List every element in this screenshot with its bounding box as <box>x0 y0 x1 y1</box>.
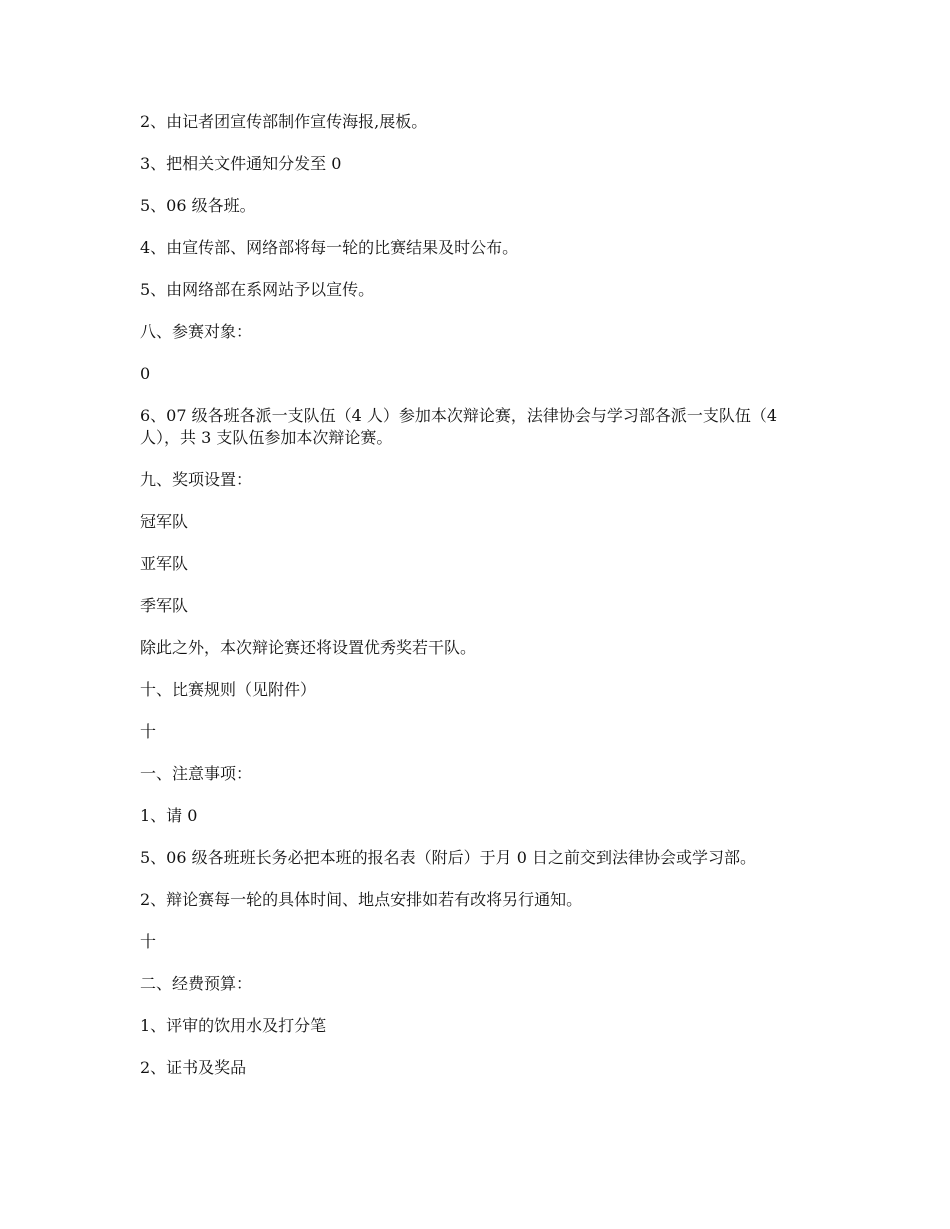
paragraph: 2、由记者团宣传部制作宣传海报,展板。 <box>140 112 428 131</box>
paragraph: 十 <box>140 932 157 951</box>
section-heading: 二、经费预算： <box>140 974 253 993</box>
section-heading: 十、比赛规则（见附件） <box>140 680 317 699</box>
section-heading: 九、奖项设置： <box>140 470 253 489</box>
list-item: 季军队 <box>140 596 189 615</box>
paragraph: 4、由宣传部、网络部将每一轮的比赛结果及时公布。 <box>140 238 519 257</box>
paragraph: 6、07 级各班各派一支队伍（4 人）参加本次辩论赛，法律协会与学习部各派一支队伍（4 人），共 3 支队伍参加本次辩论赛。 <box>140 406 778 447</box>
section-heading: 八、参赛对象： <box>140 322 253 341</box>
list-item: 亚军队 <box>140 554 189 573</box>
paragraph: 3、把相关文件通知分发至 0 <box>140 154 342 173</box>
list-item: 2、证书及奖品 <box>140 1058 247 1077</box>
paragraph: 1、请 0 <box>140 806 198 825</box>
paragraph: 5、06 级各班班长务必把本班的报名表（附后）于月 0 日之前交到法律协会或学习部。 <box>140 848 756 867</box>
paragraph: 除此之外，本次辩论赛还将设置优秀奖若干队。 <box>140 638 477 657</box>
list-item: 1、评审的饮用水及打分笔 <box>140 1016 327 1035</box>
paragraph: 十 <box>140 722 157 741</box>
list-item: 冠军队 <box>140 512 189 531</box>
paragraph: 5、由网络部在系网站予以宣传。 <box>140 280 375 299</box>
section-heading: 一、注意事项： <box>140 764 253 783</box>
paragraph: 2、辩论赛每一轮的具体时间、地点安排如若有改将另行通知。 <box>140 890 583 909</box>
document-body <box>140 111 820 1099</box>
paragraph: 0 <box>140 364 151 383</box>
paragraph: 5、06 级各班。 <box>140 196 256 215</box>
